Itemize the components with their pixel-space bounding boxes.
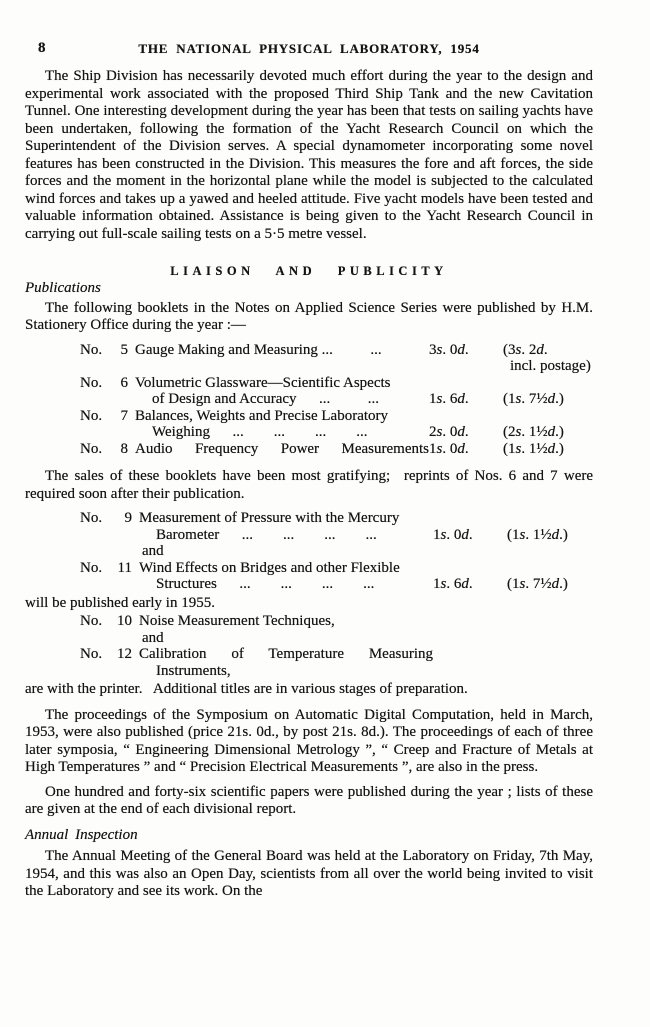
booklet-title: Balances, Weights and Precise Laboratory	[135, 407, 389, 424]
booklet-line	[25, 510, 593, 527]
booklet-title: Weighing ... ... ... ...	[152, 424, 368, 440]
no-label: No.	[80, 440, 103, 457]
booklet-num-value: 5	[120, 341, 128, 358]
booklet-price: 1s. 0d.	[433, 526, 473, 543]
booklet-title: Barometer ... ... ... ...	[156, 526, 377, 543]
booklet-title: Volumetric Glassware—Scientific Aspects	[135, 374, 391, 391]
booklet-price: 3s. 0d.	[429, 341, 469, 358]
booklet-title: of Design and Accuracy ... ...	[152, 391, 380, 407]
booklet-line	[25, 527, 593, 544]
booklet-line	[25, 560, 593, 577]
no-label: No.	[80, 510, 103, 526]
booklet-price: 1s. 6d.	[433, 576, 473, 592]
booklet-line	[25, 342, 593, 359]
booklet-title: Instruments,	[156, 662, 231, 679]
booklet-line	[25, 663, 593, 680]
page-header	[25, 40, 593, 57]
booklet-list-1	[25, 342, 593, 458]
booklet-number	[80, 342, 128, 359]
proceedings-paragraph: The proceedings of the Symposium on Automatic Digital Computation, held in March, 1953, were also published (price 21s. 0d., by post 21s. 8d.). The proceedings of each of three later symposia, “ Engineering Dimensional Metrology ”, “ Creep and Fracture of Metals at High Temperatures ” and “ Precision Electrical Measurements ”, are also in the press.	[25, 706, 593, 775]
papers-paragraph: One hundred and forty-six scientific papers were published during the year ; lists of these are given at the end of each divisional report.	[25, 783, 593, 817]
booklet-postage-note: (1s. 1½d.)	[507, 526, 568, 543]
booklet-postage-note: (1s. 7½d.)	[503, 391, 564, 407]
ship-division-paragraph: The Ship Division has necessarily devoted much effort during the year to the design and experimental work associated with the proposed Third Ship Tank and the new Cavitation Tunnel. One interesting development during the year has been that tests on sailing yachts have been undertaken, following the formation of the Yacht Research Council on which the Superintendent of the Division serves. A special dynamometer incorporating some novel features has been constructed in the Division. This measures the fore and aft forces, the side forces and the moment in the horizontal plane while the model is subjected to the calculated wind forces and takes up a yawed and heeled attitude. Five yacht models have been tested and valuable information obtained. Assistance is being given to the Yacht Research Council in carrying out full-scale sailing tests on a 5·5 metre vessel.	[25, 68, 593, 242]
booklet-number	[80, 408, 128, 425]
publications-heading: Publications	[25, 280, 101, 296]
booklet-number	[80, 646, 132, 663]
booklet-line	[25, 576, 593, 593]
booklet-title: Wind Effects on Bridges and other Flexible	[139, 559, 400, 576]
annual-inspection-heading: Annual Inspection	[25, 826, 138, 843]
booklet-postage-note: (1s. 1½d.)	[503, 440, 564, 457]
running-title: THE NATIONAL PHYSICAL LABORATORY, 1954	[138, 41, 480, 56]
booklet-num-value: 11	[117, 559, 132, 576]
booklet-number	[80, 375, 128, 392]
booklet-number	[80, 560, 132, 577]
booklet-number	[80, 510, 132, 527]
booklet-title: Measurement of Pressure with the Mercury	[139, 510, 400, 526]
booklet-line	[25, 441, 593, 458]
booklet-list-3	[25, 613, 593, 679]
booklet-title: and	[142, 543, 164, 559]
booklet-number	[80, 613, 132, 630]
liaison-and-publicity-heading: LIAISON AND PUBLICITY	[170, 264, 448, 278]
booklet-line	[25, 613, 593, 630]
booklet-title: Gauge Making and Measuring ... ...	[135, 341, 382, 358]
booklet-line	[25, 358, 593, 375]
booklet-num-value: 7	[120, 407, 128, 424]
booklet-title: Calibration of Temperature Measuring	[139, 646, 433, 662]
booklet-line	[25, 408, 593, 425]
booklet-num-value: 8	[120, 440, 128, 457]
booklet-postage-note: (1s. 7½d.)	[507, 576, 568, 592]
no-label: No.	[80, 613, 103, 629]
no-label: No.	[80, 341, 103, 358]
booklet-price: 2s. 0d.	[429, 424, 469, 440]
booklet-line	[25, 424, 593, 441]
annual-meeting-paragraph: The Annual Meeting of the General Board was held at the Laboratory on Friday, 7th May, 1954, and this was also an Open Day, scientists from all over the world being invited to visit the Laboratory and see its work. On the	[25, 848, 593, 899]
sales-paragraph: The sales of these booklets have been most gratifying; reprints of Nos. 6 and 7 were required soon after their publication.	[25, 468, 593, 502]
booklet-list-2	[25, 510, 593, 593]
booklet-title: and	[142, 629, 164, 646]
printer-line: are with the printer. Additional titles are in various stages of preparation.	[25, 681, 468, 697]
no-label: No.	[80, 374, 103, 391]
booklet-num-value: 9	[124, 510, 132, 526]
booklet-postage-note: (3s. 2d.	[503, 341, 548, 358]
booklet-line	[25, 375, 593, 392]
booklet-title: Structures ... ... ... ...	[156, 576, 375, 592]
booklet-price: 1s. 6d.	[429, 391, 469, 407]
booklet-postage-note: (2s. 1½d.)	[503, 424, 564, 440]
booklet-price: 1s. 0d.	[429, 440, 469, 457]
booklet-line	[25, 543, 593, 560]
booklet-title: Noise Measurement Techniques,	[139, 613, 335, 629]
publications-intro-paragraph: The following booklets in the Notes on Applied Science Series were published by H.M. Stationery Office during the year :—	[25, 299, 593, 333]
booklet-num-value: 12	[117, 646, 132, 662]
booklet-num-value: 6	[120, 374, 128, 391]
booklet-line	[25, 391, 593, 408]
published-1955-line: will be published early in 1955.	[25, 594, 215, 611]
booklet-title: Audio Frequency Power Measurements	[135, 440, 429, 457]
no-label: No.	[80, 559, 103, 576]
booklet-postage-note: incl. postage)	[510, 358, 591, 374]
booklet-num-value: 10	[117, 613, 132, 629]
booklet-line	[25, 630, 593, 647]
no-label: No.	[80, 407, 103, 424]
no-label: No.	[80, 646, 103, 662]
booklet-number	[80, 441, 128, 458]
page-number: 8	[38, 40, 46, 56]
booklet-line	[25, 646, 593, 663]
